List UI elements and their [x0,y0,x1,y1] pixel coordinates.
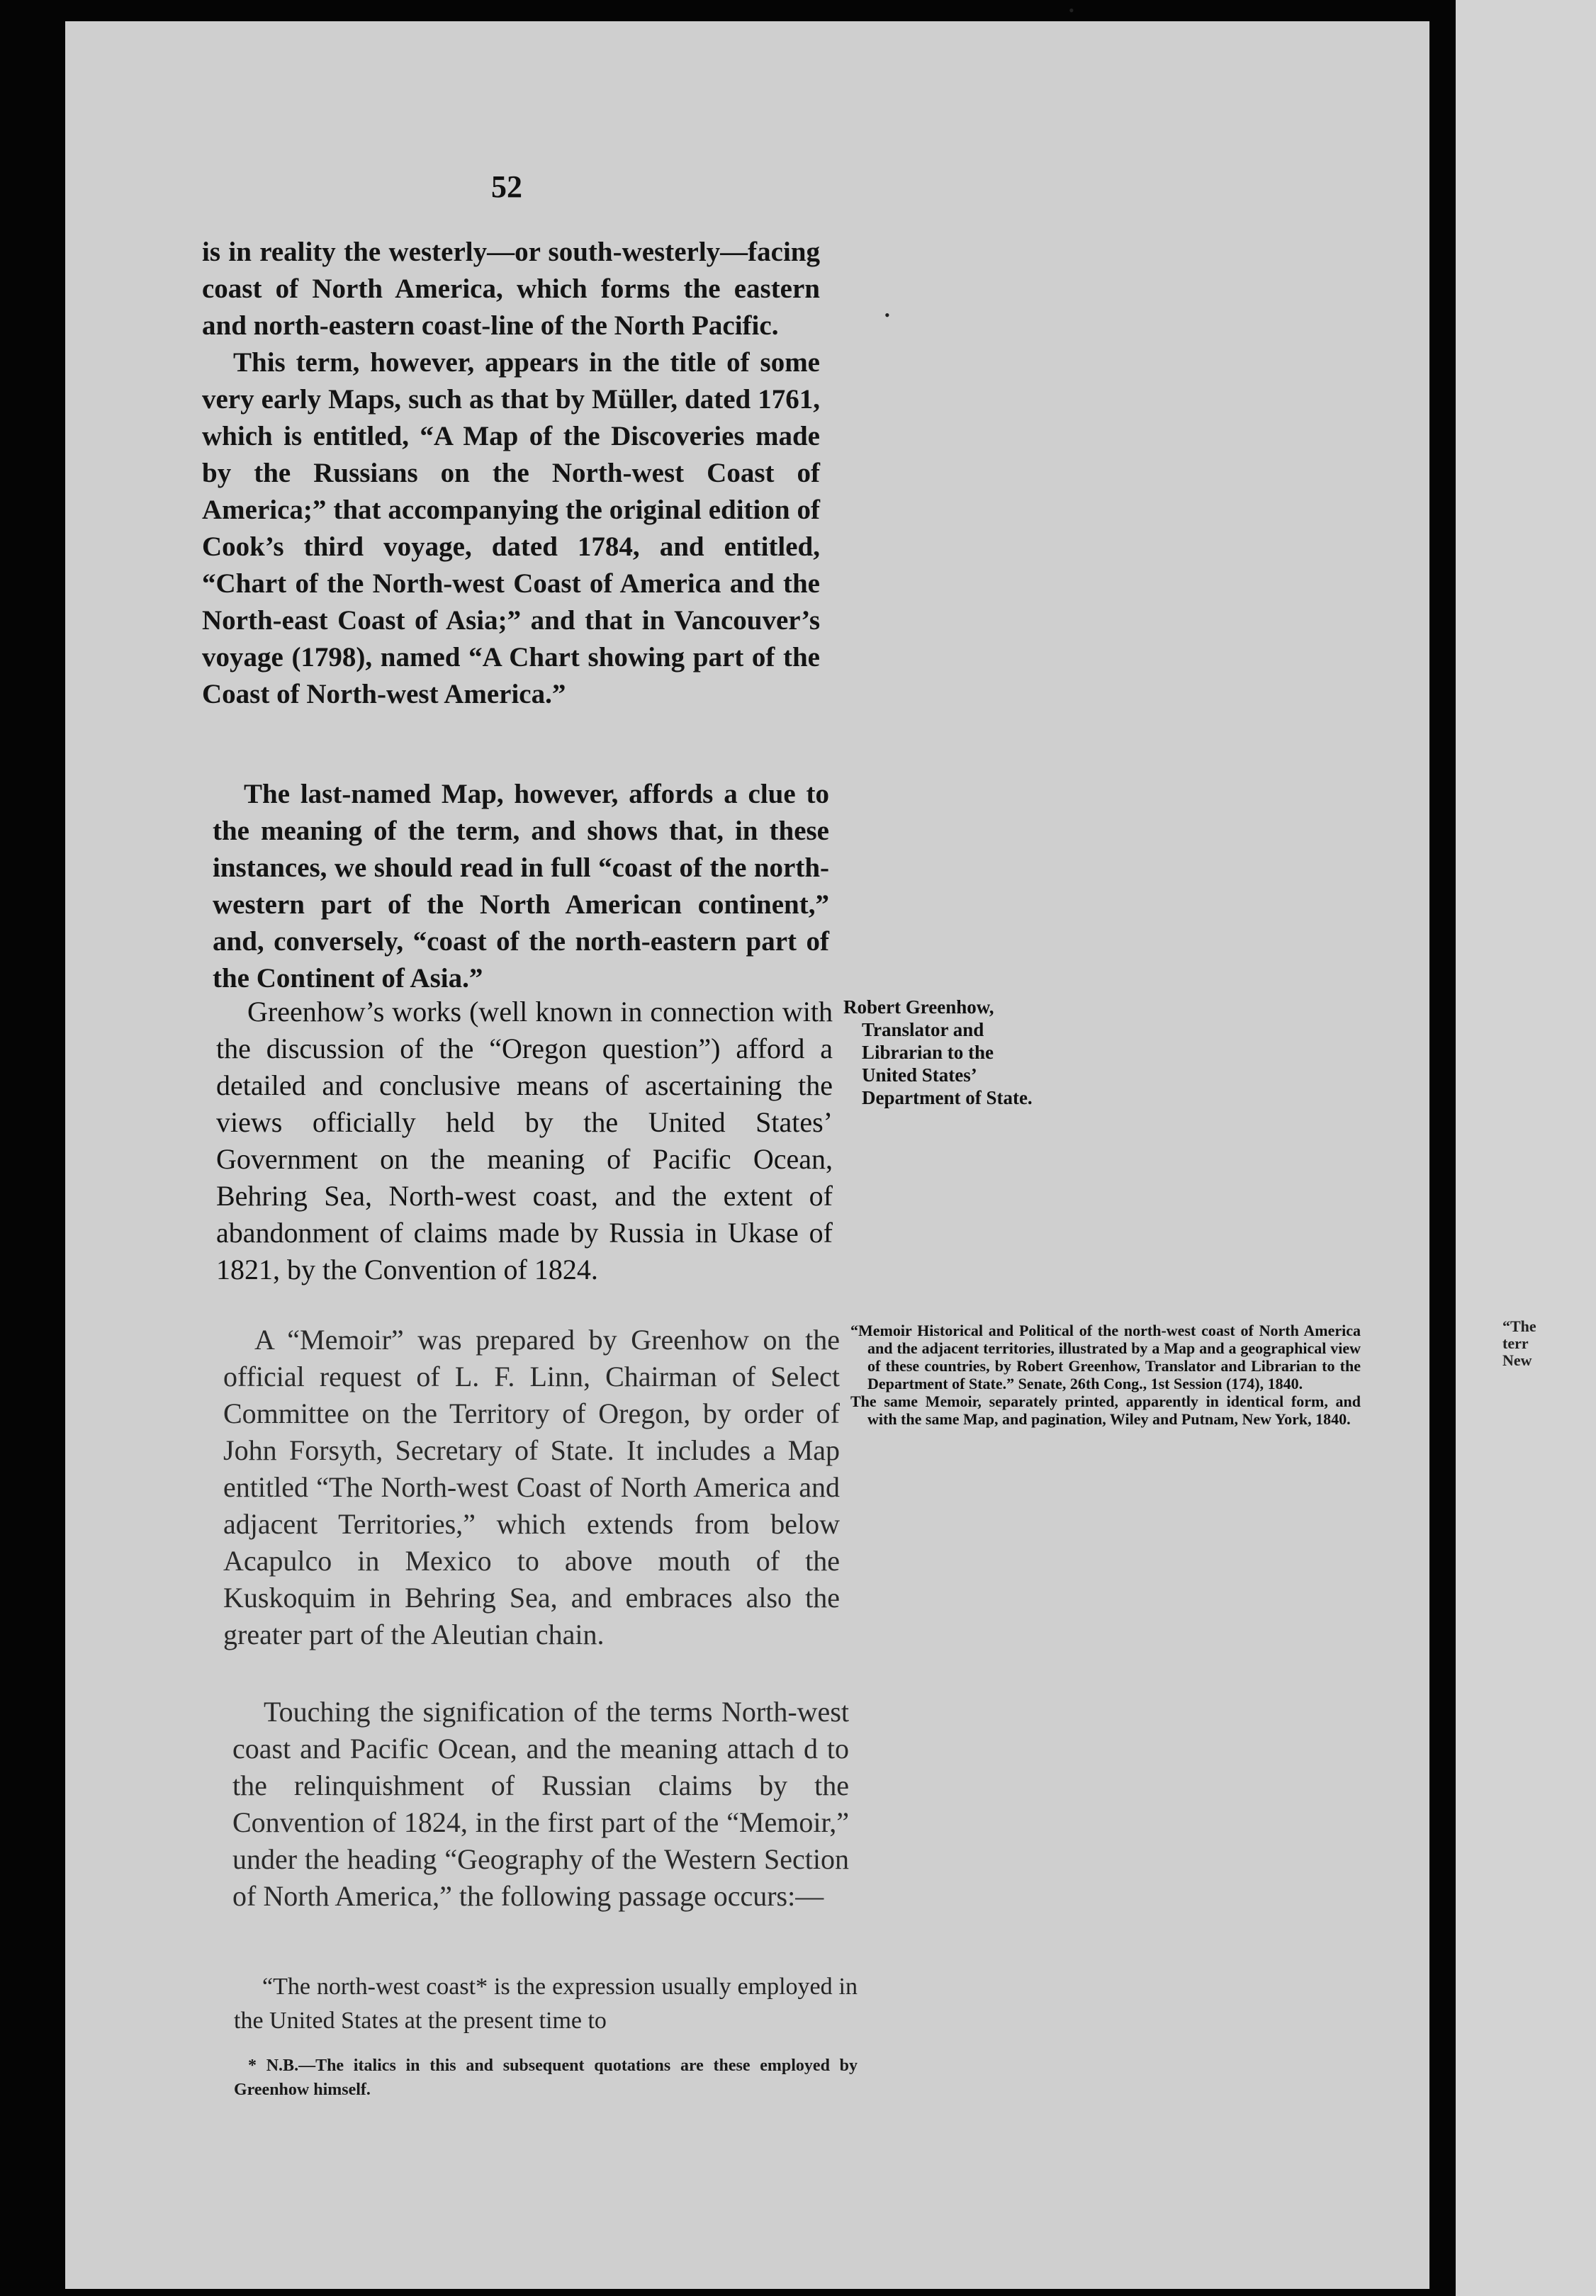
paragraph-3: The last-named Map, however, affords a clue to the meaning of the term, and shows that, in these instances, we should read in full “coast of the north-western part of the North American continent,” and, conversely, “coast of the north-eastern part of the Continent of Asia.” [213,779,829,994]
body-bold-block [202,234,820,713]
page-number: 52 [491,169,522,204]
paragraph-6: Touching the signification of the terms North-west coast and Pacific Ocean, and the meaning attach d to the relinquishment of Russian claims by the Convention of 1824, in the first part of the “Memoir,” under the heading “Geography of the Western Section of North America,” the following passage occurs:— [232,1696,849,1912]
body-block-memoir [223,1322,840,1653]
fragment-line-3: New [1502,1351,1532,1369]
adjacent-page [1456,0,1596,2296]
scan-mark: • [1069,1,1074,19]
side-note-name: Robert Greenhow, [843,996,994,1018]
side-note-memoir-reprint: The same Memoir, separately printed, apparently in identical form, and with the same Map, and pagination, Wiley and Putnam, New York, 1840. [850,1392,1361,1428]
side-note-memoir [850,1322,1361,1428]
scan-mark: • [884,306,890,324]
block-quote: “The north-west coast* is the expression usually employed in the United States at the present time to [234,1974,858,2034]
side-note-title: Translator and Librarian to the United States’ Department of State. [862,1019,1033,1108]
paragraph-4: Greenhow’s works (well known in connection with the discussion of the “Oregon question”) afford a detailed and conclusive means of ascertaining the views officially held by the United States’ Government on the meaning of Pacific Ocean, Behring Sea, North-west coast, and the extent of abandonment of claims made by Russia in Ukase of 1821, by the Convention of 1824. [216,996,833,1285]
paragraph-2: This term, however, appears in the title of some very early Maps, such as that by Müller, dated 1761, which is entitled, “A Map of the Discoveries made by the Russians on the North-west Coast of America;” that accompanying the original edition of Cook’s third voyage, dated 1784, and entitled, “Chart of the North-west Coast of America and the North-east Coast of Asia;” and that in Vancouver’s voyage (1798), named “A Chart showing part of the Coast of North-west America.” [202,347,820,709]
body-bold-block-2 [213,776,829,997]
paragraph-1: is in reality the westerly—or south-westerly—facing coast of North America, which forms the eastern and north-eastern coast-line of the North Pacific. [202,237,820,341]
side-note-greenhow [843,996,1049,1109]
body-block-touching [232,1694,849,1915]
adjacent-page-fragment [1502,1318,1596,1369]
paragraph-5: A “Memoir” was prepared by Greenhow on the official request of L. F. Linn, Chairman of Select Committee on the Territory of Oregon, by order of John Forsyth, Secretary of State. It includes a Map entitled “The North-west Coast of North America and adjacent Territories,” which extends from below Acapulco in Mexico to above mouth of the Kuskoquim in Behring Sea, and embraces also the greater part of the Aleutian chain. [223,1324,840,1650]
footnote: * N.B.—The italics in this and subsequent quotations are these employed by Greenhow himself. [234,2056,858,2099]
fragment-line-1: “The [1502,1317,1536,1335]
side-note-memoir-ref: “Memoir Historical and Political of the north-west coast of North America and the adjacent territories, illustrated by a Map and a geographical view of these countries, by Robert Greenhow, Translator and Librarian to the Department of State.” Senate, 26th Cong., 1st Session (174), 1840. [850,1322,1361,1392]
fragment-line-2: terr [1502,1334,1529,1352]
body-block-greenhow [216,994,833,1288]
